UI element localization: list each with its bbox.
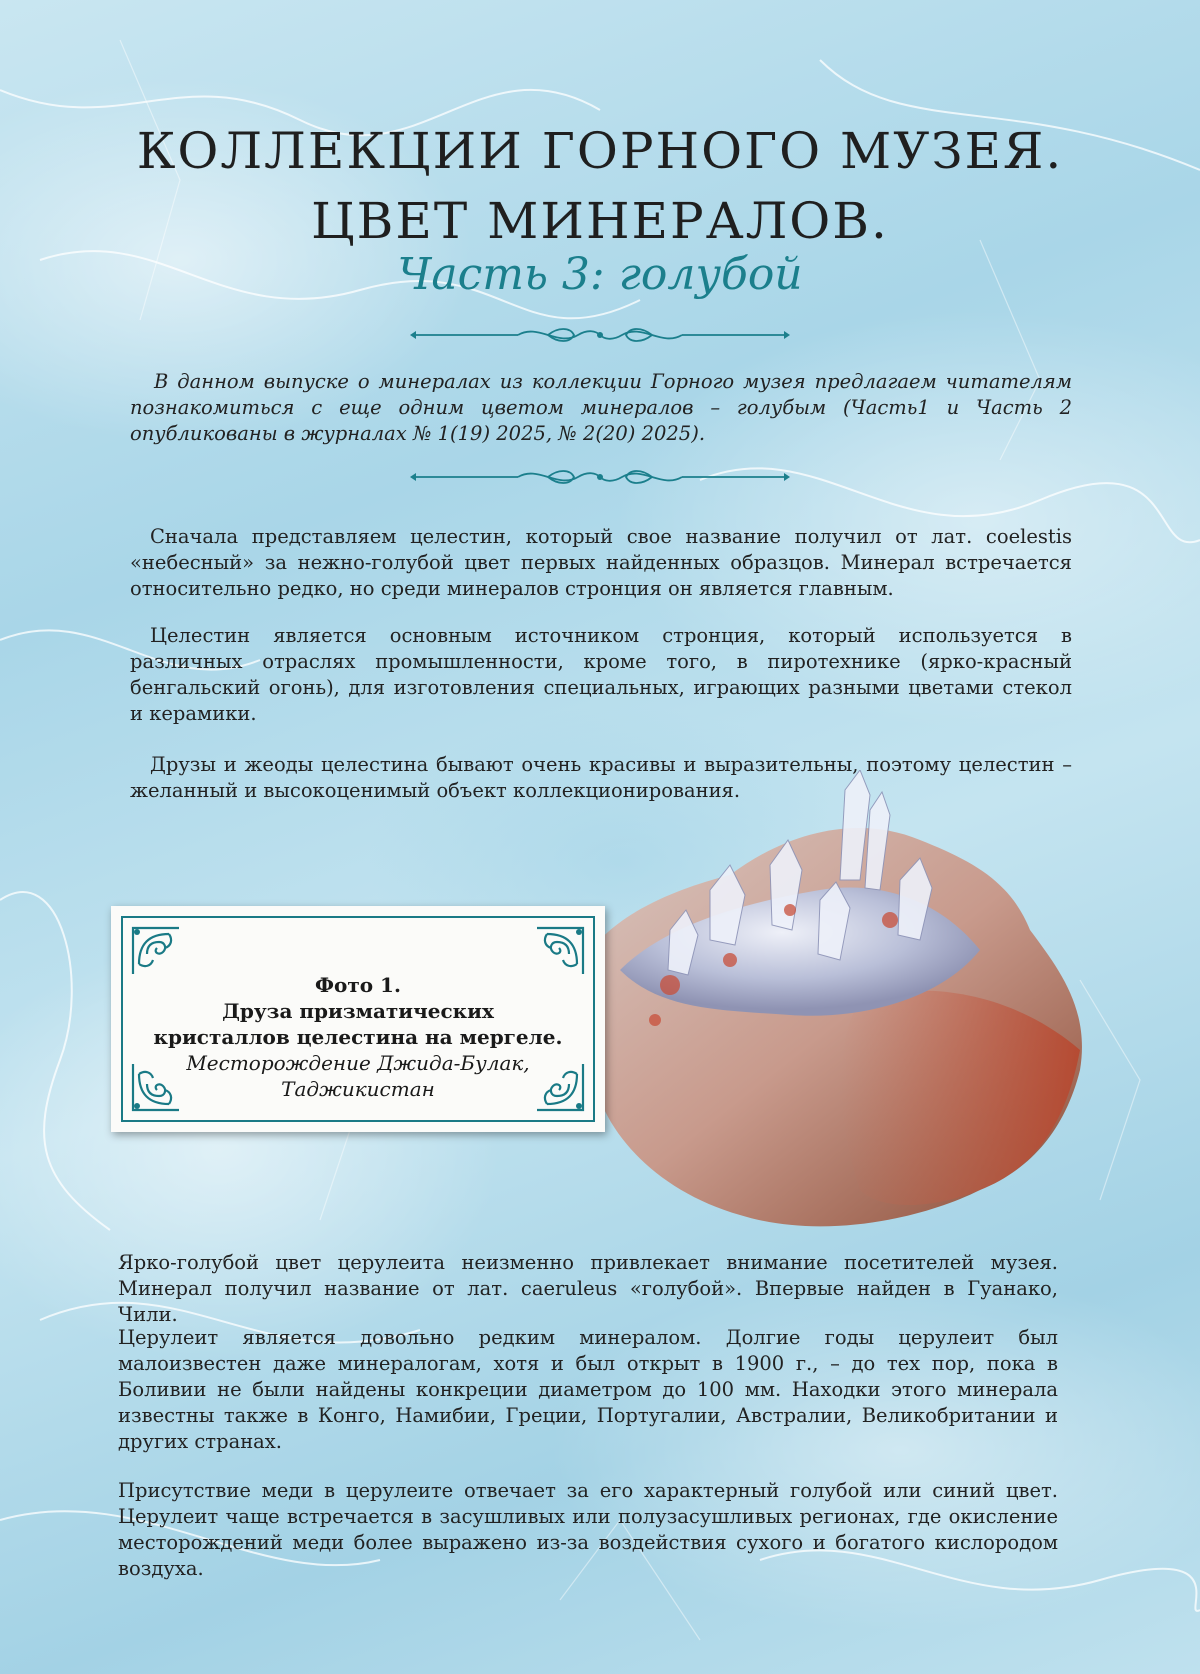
page-title-line-1: КОЛЛЕКЦИИ ГОРНОГО МУЗЕЯ. — [136, 122, 1064, 180]
caption-place-line-1: Месторождение Джида-Булак, — [186, 1051, 530, 1075]
celestine-druse-photo — [560, 770, 1100, 1250]
filigree-corner-icon — [129, 924, 183, 978]
caption-label: Фото 1. — [315, 973, 401, 997]
body-paragraph: Сначала представляем целестин, который свое название получил от лат. coelestis «небесный» за нежно-голубой цвет первых найденных образцов. Минерал встречается относительно редко, но среди минералов стронция он является главным. — [130, 525, 1072, 600]
caption-place-line-2: Таджикистан — [281, 1077, 435, 1101]
body-paragraph: Друзы и жеоды целестина бывают очень красивы и выразительны, поэтому целестин – желанный и высокоценимый объект коллекционирования. — [130, 753, 1072, 802]
filigree-corner-icon — [533, 924, 587, 978]
scroll-divider-ornament-icon — [408, 321, 792, 349]
lead-paragraph: В данном выпуске о минералах из коллекции Горного музея предлагаем читателям познакомиться с еще одним цветом минералов – голубым (Часть1 и Часть 2 опубликованы в журналах № 1(19) 2025, № 2(20) 2025). — [130, 370, 1072, 445]
caption-frame — [121, 916, 595, 1122]
page-subtitle: Часть 3: голубой — [397, 249, 803, 300]
body-paragraph: Присутствие меди в церулеите отвечает за его характерный голубой или синий цвет. Церулеит чаще встречается в засушливых или полузасушливых регионах, где окисление месторождений меди более выражено из-за воздействия сухого и богатого кислородом воздуха. — [118, 1479, 1058, 1580]
caption-title-line-1: Друза призматических — [222, 999, 494, 1023]
body-paragraph: Целестин является основным источником стронция, который используется в различных отраслях промышленности, кроме того, в пиротехнике (ярко-красный бенгальский огонь), для изготовления специальных, играющих разными цветами стекол и керамики. — [130, 624, 1072, 725]
page-title-line-2: ЦВЕТ МИНЕРАЛОВ. — [311, 192, 889, 250]
caption-text — [123, 972, 593, 1102]
body-paragraph: Ярко-голубой цвет церулеита неизменно привлекает внимание посетителей музея. Минерал получил название от лат. caeruleus «голубой». Впервые найден в Гуанако, Чили. — [118, 1251, 1058, 1326]
caption-title-line-2: кристаллов целестина на мергеле. — [153, 1025, 563, 1049]
scroll-divider-ornament-icon — [408, 463, 792, 491]
photo-caption-card — [111, 906, 605, 1132]
body-paragraph: Церулеит является довольно редким минералом. Долгие годы церулеит был малоизвестен даже минералогам, хотя и был открыт в 1900 г., – до тех пор, пока в Боливии не были найдены конкреции диаметром до 100 мм. Находки этого минерала известны также в Конго, Намибии, Греции, Португалии, Австралии, Великобритании и других странах. — [118, 1326, 1058, 1453]
